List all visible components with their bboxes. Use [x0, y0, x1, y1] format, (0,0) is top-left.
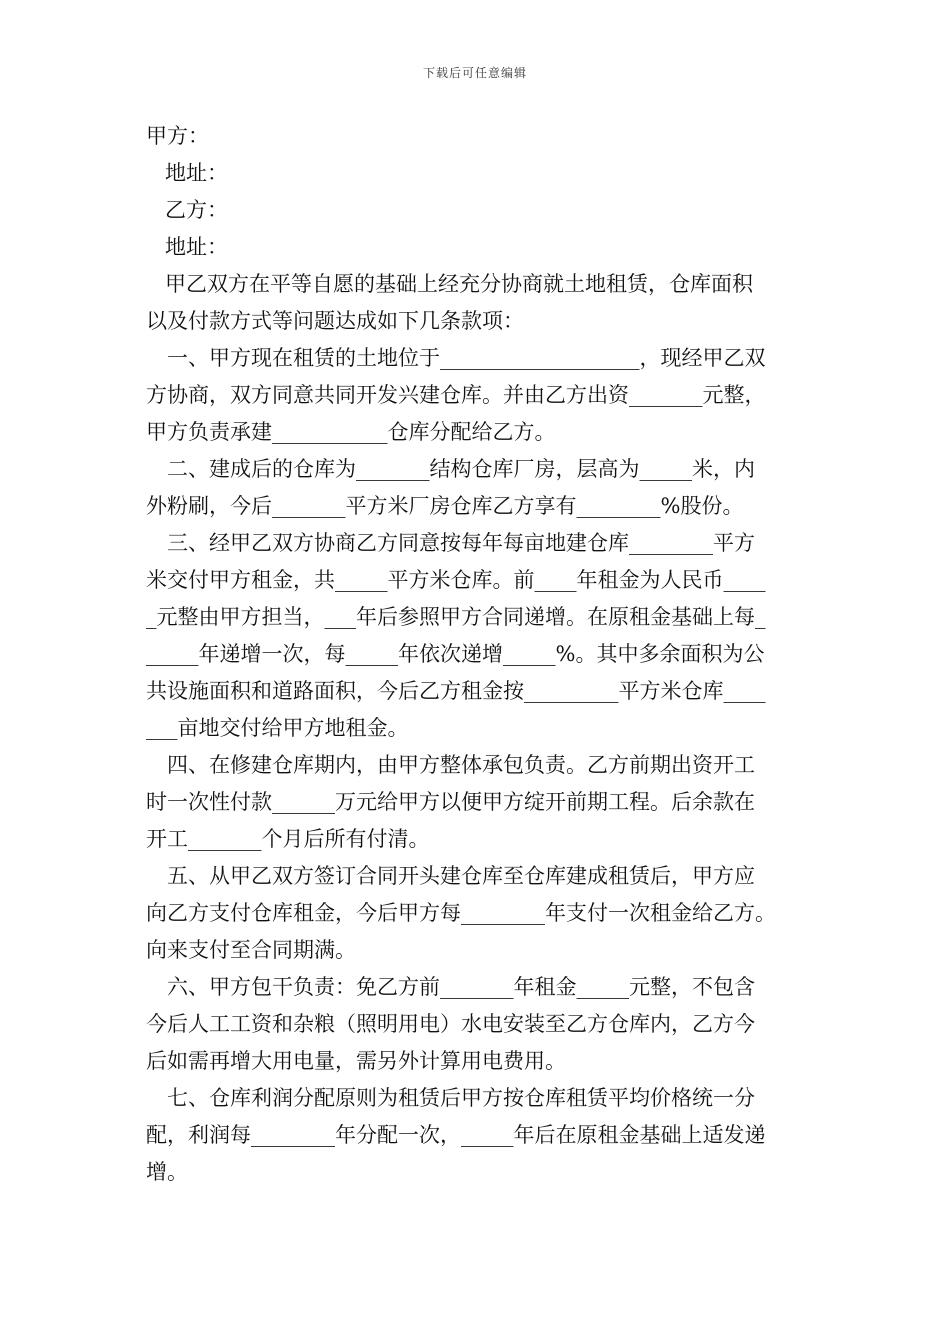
clause-6-line: 六、甲方包干负责：免乙方前_______年租金_____元整，不包含: [167, 975, 755, 999]
clause-3-line: _元整由甲方担当，___年后参照甲方合同递增。在原租金基础上每_: [146, 605, 766, 629]
clause-3-line: ___亩地交付给甲方地租金。: [146, 716, 409, 740]
clause-6-line: 今后人工工资和杂粮（照明用电）水电安装至乙方仓库内，乙方今: [146, 1012, 755, 1036]
clause-4-line: 四、在修建仓库期内，由甲方整体承包负责。乙方前期出资开工: [167, 753, 755, 777]
clause-1-line: 甲方负责承建___________仓库分配给乙方。: [146, 420, 556, 444]
clause-3-line: 三、经甲乙双方协商乙方同意按每年每亩地建仓库________平方: [167, 531, 755, 555]
clause-7-line: 七、仓库利润分配原则为租赁后甲方按仓库租赁平均价格统一分: [167, 1086, 755, 1110]
party-a-line: 甲方：: [146, 124, 209, 148]
clause-7-line: 增。: [146, 1160, 188, 1184]
clause-5-line: 五、从甲乙双方签订合同开头建仓库至仓库建成租赁后，甲方应: [167, 864, 755, 888]
header-note: 下载后可任意编辑: [422, 66, 527, 80]
clause-1-line: 方协商，双方同意共同开发兴建仓库。并由乙方出资_______元整，: [146, 383, 766, 407]
party-b-line: 乙方：: [165, 198, 228, 222]
preamble-line: 以及付款方式等问题达成如下几条款项：: [146, 309, 524, 333]
clause-5-line: 向来支付至合同期满。: [146, 938, 356, 962]
contract-body: [146, 118, 822, 1191]
clause-1-line: 一、甲方现在租赁的土地位于___________________，现经甲乙双: [167, 346, 766, 370]
party-b-address-line: 地址：: [165, 235, 228, 259]
party-a-address-line: 地址：: [165, 161, 228, 185]
clause-3-line: 米交付甲方租金，共_____平方米仓库。前____年租金为人民币____: [146, 568, 766, 592]
clause-4-line: 开工_______个月后所有付清。: [146, 827, 430, 851]
clause-4-line: 时一次性付款______万元给甲方以便甲方绽开前期工程。后余款在: [146, 790, 755, 814]
preamble-line: 甲乙双方在平等自愿的基础上经充分协商就土地租赁，仓库面积: [165, 272, 753, 296]
clause-5-line: 向乙方支付仓库租金，今后甲方每________年支付一次租金给乙方。: [146, 901, 776, 925]
clause-2-line: 外粉刷，今后_______平方米厂房仓库乙方享有________%股份。: [146, 494, 744, 518]
clause-7-line: 配，利润每________年分配一次，_____年后在原租金基础上适发递: [146, 1123, 766, 1147]
clause-2-line: 二、建成后的仓库为_______结构仓库厂房，层高为_____米，内: [167, 457, 755, 481]
clause-3-line: 共设施面积和道路面积，今后乙方租金按_________平方米仓库____: [146, 679, 766, 703]
clause-3-line: _____年递增一次，每_____年依次递增_____%。其中多余面积为公: [146, 642, 765, 666]
clause-6-line: 后如需再增大用电量，需另外计算用电费用。: [146, 1049, 566, 1073]
